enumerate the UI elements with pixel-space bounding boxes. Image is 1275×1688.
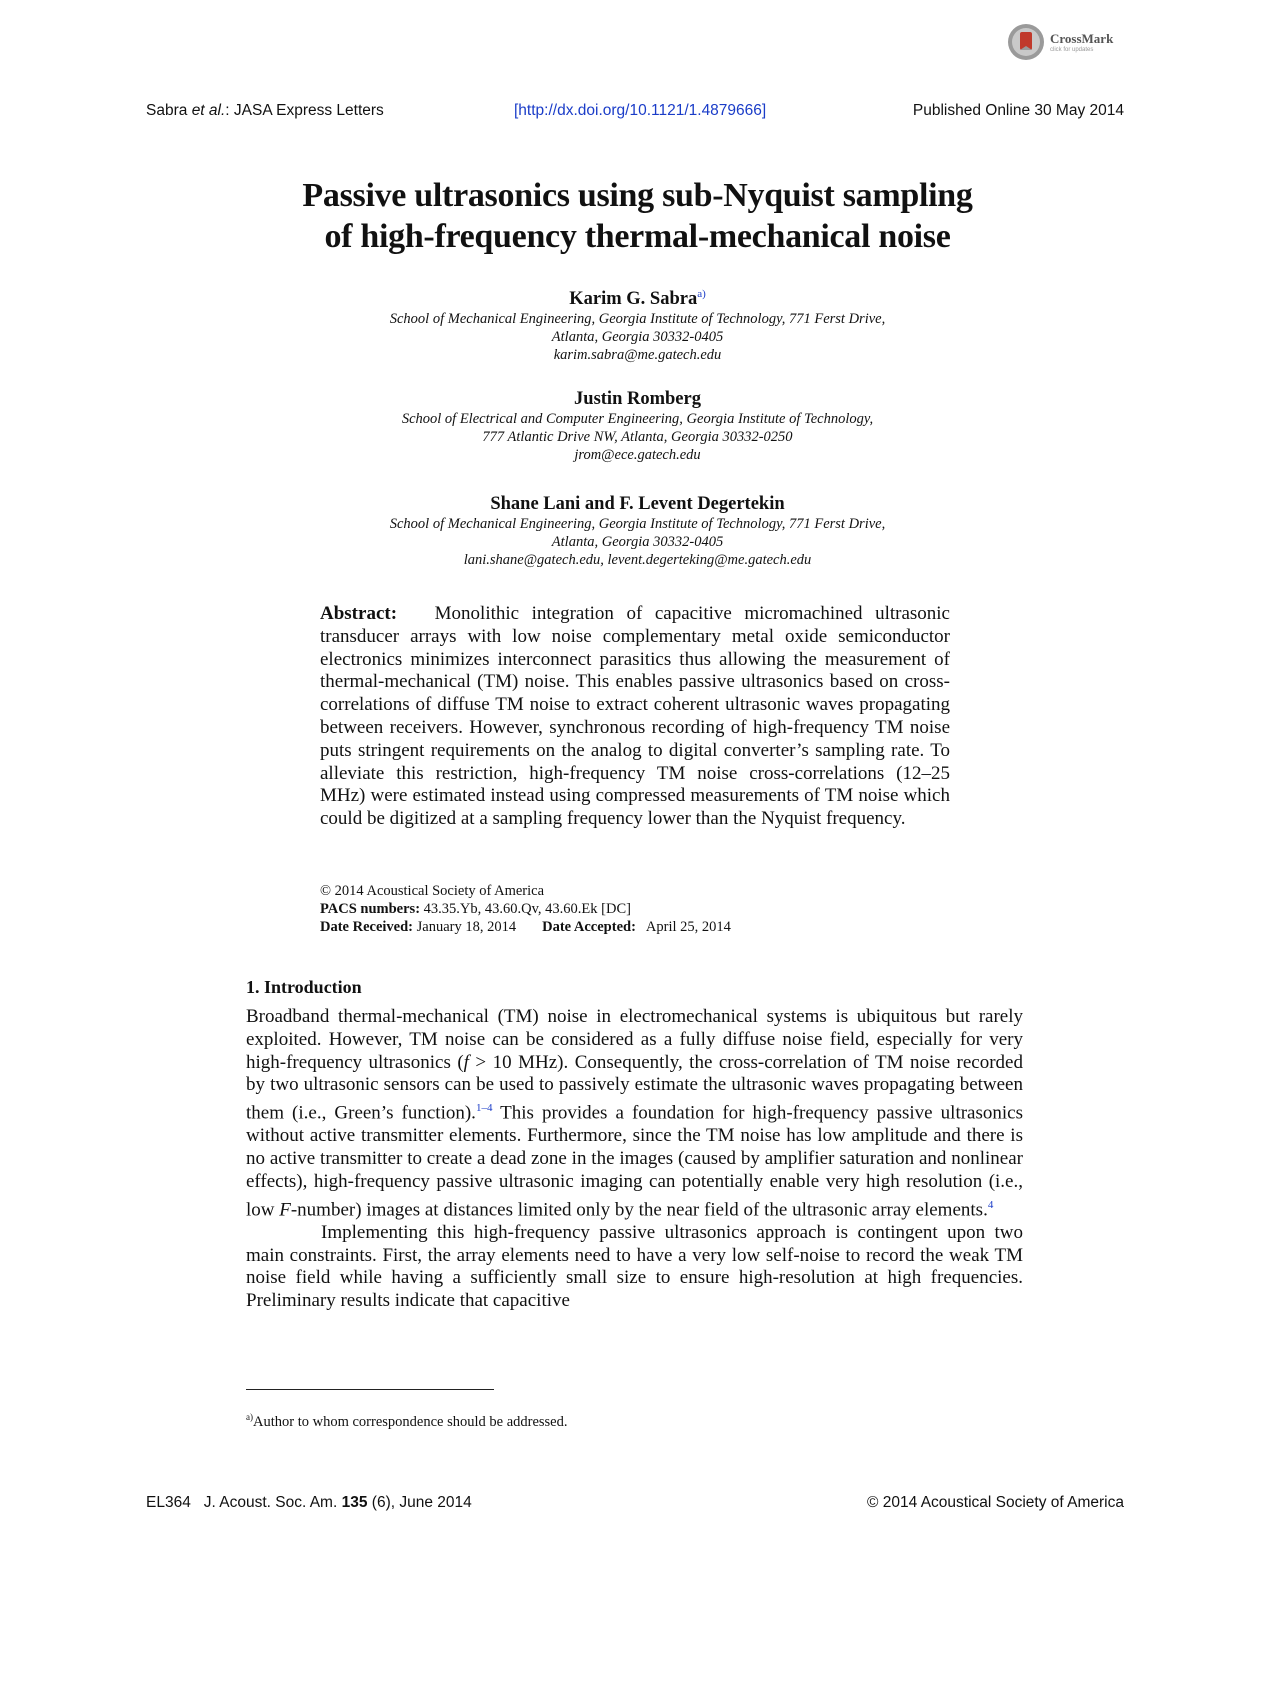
title-line-2: of high-frequency thermal-mechanical noise bbox=[324, 218, 951, 255]
author-affiliation: School of Mechanical Engineering, Georgia Institute of Technology, 771 Ferst Drive, bbox=[389, 311, 886, 328]
citation-link[interactable]: 4 bbox=[987, 1198, 994, 1211]
running-header bbox=[146, 102, 1124, 122]
page-number: EL364 bbox=[146, 1494, 191, 1511]
intro-paragraph-1 bbox=[246, 1006, 1023, 1222]
footer-volume: 135 bbox=[341, 1494, 368, 1511]
abstract-text: Monolithic integration of capacitive micromachined ultrasonic transducer arrays with low noise complementary metal oxide semiconductor electronics minimizes interconnect parasitics thus allowing the measurement of thermal-mechanical (TM) noise. This enables passive ultrasonics based on cross-correlations of diffuse TM noise to extract coherent ultrasonic waves propagating between receivers. However, synchronous recording of high-frequency TM noise puts stringent requirements on the analog to digital converter’s sampling rate. To alleviate this restriction, high-frequency TM noise cross-correlations (12–25 MHz) were estimated instead using compressed measurements of TM noise which could be digitized at a sampling frequency lower than the Nyquist frequency. bbox=[320, 603, 950, 830]
author-address: 777 Atlantic Drive NW, Atlanta, Georgia 30332-0250 bbox=[482, 429, 793, 445]
p1-symbol-F: F bbox=[279, 1199, 291, 1221]
crossmark-icon bbox=[1006, 22, 1046, 62]
article-meta bbox=[320, 882, 950, 936]
p1-symbol-f: f bbox=[463, 1051, 469, 1073]
footnote-text: Author to whom correspondence should be addressed. bbox=[253, 1413, 568, 1430]
abstract bbox=[320, 603, 950, 831]
author-block-3 bbox=[0, 493, 1275, 569]
footnote bbox=[246, 1412, 568, 1431]
p1-text-d: -number) images at distances limited only by the near field of the ultrasonic array elements. bbox=[290, 1199, 988, 1221]
accepted-label: Date Accepted: bbox=[542, 919, 636, 935]
crossmark-title: CrossMark bbox=[1050, 30, 1114, 46]
header-author: Sabra bbox=[146, 102, 188, 119]
received-label: Date Received: bbox=[320, 919, 413, 935]
header-etal: et al. bbox=[191, 102, 226, 119]
accepted-value: April 25, 2014 bbox=[645, 919, 731, 935]
published-date: Published Online 30 May 2014 bbox=[912, 102, 1124, 119]
footnote-ref-a[interactable]: a) bbox=[697, 288, 706, 300]
received-value: January 18, 2014 bbox=[416, 919, 517, 935]
author-address: Atlanta, Georgia 30332-0405 bbox=[551, 534, 724, 550]
title-line-1: Passive ultrasonics using sub-Nyquist sampling bbox=[302, 177, 973, 214]
crossmark-subtitle: click for updates bbox=[1050, 46, 1094, 53]
p1-text-a: Broadband thermal-mechanical (TM) noise in electromechanical systems is ubiquitous but rarely exploited. However, TM noise can be considered as a fully diffuse noise field, especially for very high-frequency ultrasonics ( bbox=[246, 1006, 1023, 1073]
footnote-marker: a) bbox=[246, 1412, 253, 1422]
footer-citation bbox=[146, 1494, 472, 1512]
section-heading: 1. Introduction bbox=[246, 977, 362, 997]
author-email: karim.sabra@me.gatech.edu bbox=[553, 347, 722, 364]
p1-text-b: > 10 MHz). Consequently, the cross-correlation of TM noise recorded by two ultrasonic sensors can be used to passively estimate the ultrasonic waves propagating between them (i.e., Green’s function). bbox=[246, 1051, 1023, 1124]
abstract-label: Abstract: bbox=[320, 603, 398, 624]
citation-link[interactable]: 1–4 bbox=[475, 1102, 493, 1115]
author-block-2 bbox=[0, 388, 1275, 464]
header-journal bbox=[146, 102, 384, 120]
author-name-text: Karim G. Sabra bbox=[569, 289, 698, 310]
header-journal-name: : JASA Express Letters bbox=[225, 102, 384, 119]
pacs-value: 43.35.Yb, 43.60.Qv, 43.60.Ek [DC] bbox=[423, 901, 631, 917]
author-block-1 bbox=[0, 283, 1275, 364]
pacs-line bbox=[320, 900, 950, 918]
author-name: Shane Lani and F. Levent Degertekin bbox=[490, 494, 785, 514]
footer-copyright: © 2014 Acoustical Society of America bbox=[867, 1494, 1124, 1511]
pacs-label: PACS numbers: bbox=[320, 901, 421, 917]
author-email: lani.shane@gatech.edu, levent.degerteking@me.gatech.edu bbox=[463, 552, 812, 568]
author-name bbox=[0, 283, 1275, 310]
author-affiliation: School of Electrical and Computer Engineering, Georgia Institute of Technology, bbox=[401, 411, 874, 427]
author-affiliation: School of Mechanical Engineering, Georgia Institute of Technology, 771 Ferst Drive, bbox=[389, 516, 886, 532]
p1-text-c: This provides a foundation for high-frequency passive ultrasonics without active transmitter elements. Furthermore, since the TM noise has low amplitude and there is no active transmitter to create a dead zone in the images (caused by amplifier saturation and nonlinear effects), high-frequency passive ultrasonic imaging can potentially enable very high resolution (i.e., low bbox=[246, 1102, 1023, 1221]
footnote-divider bbox=[246, 1389, 494, 1390]
author-address: Atlanta, Georgia 30332-0405 bbox=[551, 329, 724, 346]
introduction-body bbox=[246, 1006, 1023, 1313]
author-email: jrom@ece.gatech.edu bbox=[574, 447, 701, 463]
crossmark-badge[interactable] bbox=[1006, 20, 1126, 64]
intro-paragraph-2: Implementing this high-frequency passive ultrasonics approach is contingent upon two main constraints. First, the array elements need to have a very low self-noise to record the weak TM noise field while having a sufficiently small size to ensure high-resolution at high frequencies. Preliminary results indicate that capacitive bbox=[246, 1221, 1023, 1312]
footer-issue-date: (6), June 2014 bbox=[371, 1494, 472, 1511]
copyright-line: © 2014 Acoustical Society of America bbox=[320, 883, 545, 899]
doi-link[interactable]: [http://dx.doi.org/10.1121/1.4879666] bbox=[514, 102, 767, 119]
dates-line bbox=[320, 918, 950, 936]
footer-journal: J. Acoust. Soc. Am. bbox=[203, 1494, 338, 1511]
author-name: Justin Romberg bbox=[574, 389, 701, 409]
paper-title bbox=[0, 175, 1275, 257]
running-footer bbox=[146, 1494, 1124, 1514]
